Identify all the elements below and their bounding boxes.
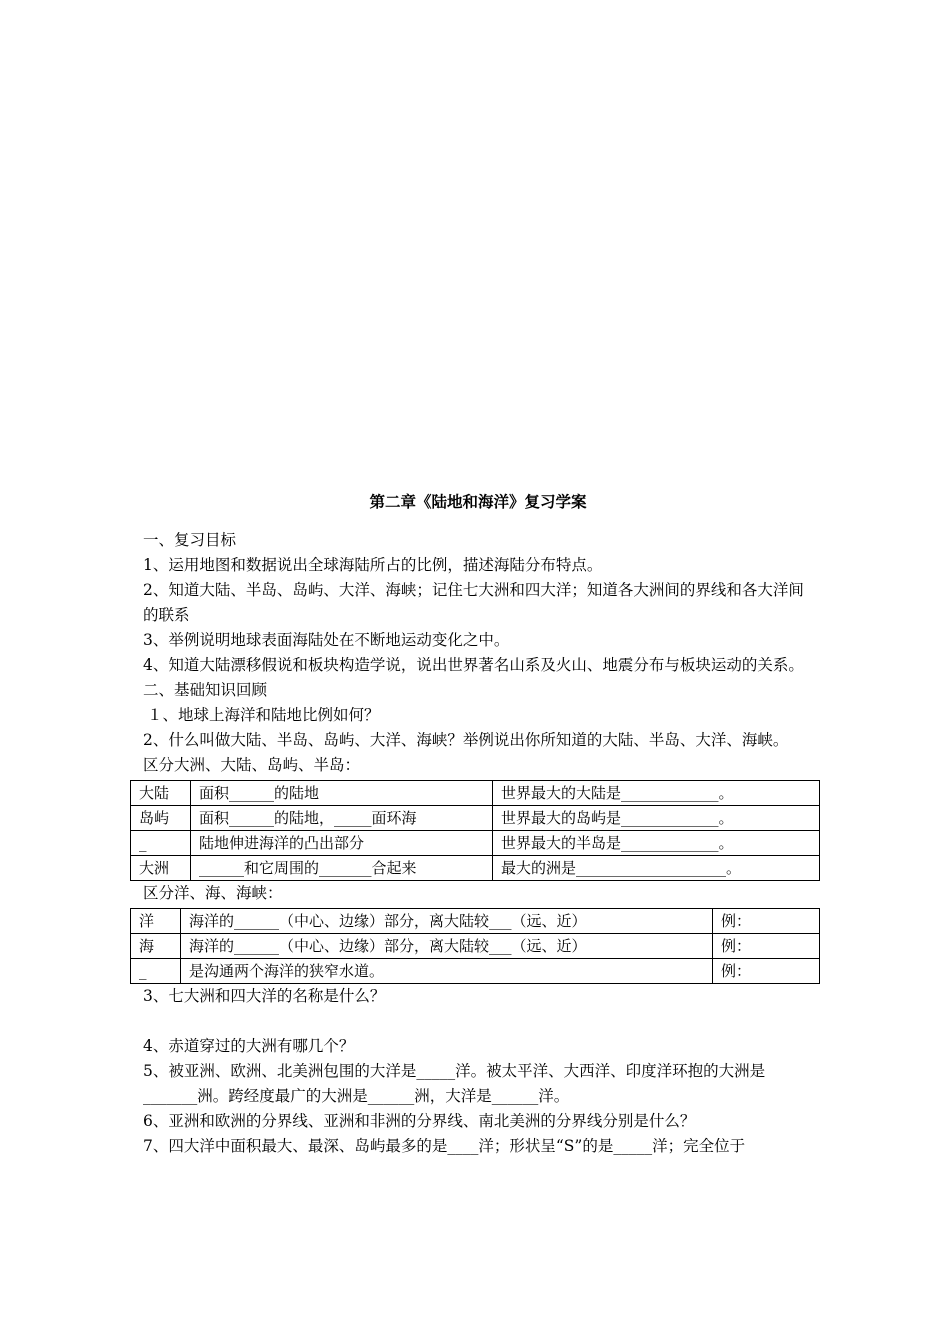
table-cell: 世界最大的半岛是_____________。 [493,831,820,856]
table-row [131,959,820,984]
table-cell: 大陆 [131,781,191,806]
objective-item: 2、知道大陆、半岛、岛屿、大洋、海峡；记住七大洲和四大洋；知道各大洲间的界线和各大洋间的联系 [143,581,804,624]
land-comparison-table [130,780,820,881]
table-cell: 大洲 [131,856,191,881]
table-cell: 最大的洲是____________________。 [493,856,820,881]
table-cell: ______和它周围的_______合起来 [191,856,493,881]
table-cell: _ [131,959,181,984]
question-4: 4、赤道穿过的大洲有哪几个？ [143,1037,355,1055]
table-cell: 岛屿 [131,806,191,831]
table-cell: 面积______的陆地 [191,781,493,806]
question-2: 2、什么叫做大陆、半岛、岛屿、大洋、海峡？举例说出你所知道的大陆、半岛、大洋、海峡。 [143,731,789,749]
objective-item: 4、知道大陆漂移假说和板块构造学说，说出世界著名山系及火山、地震分布与板块运动的关系。 [143,656,804,674]
document-body [139,490,813,1159]
section1-heading: 一、复习目标 [143,531,237,549]
table-cell: 例： [713,959,820,984]
question-6: 6、亚洲和欧洲的分界线、亚洲和非洲的分界线、南北美洲的分界线分别是什么？ [143,1112,696,1130]
table-cell: 面积______的陆地，_____面环海 [191,806,493,831]
question-5: 5、被亚洲、欧洲、北美洲包围的大洋是_____洋。被太平洋、大西洋、印度洋环抱的大洲是_______洲。跨经度最广的大洲是______洲，大洋是______洋。 [143,1062,766,1105]
table-cell: 是沟通两个海洋的狭窄水道。 [181,959,713,984]
table-cell: 海洋的______（中心、边缘）部分，离大陆较___（远、近） [181,909,713,934]
question-3: 3、七大洲和四大洋的名称是什么？ [143,987,386,1005]
blank-line [143,1009,813,1034]
table-cell: 海洋的______（中心、边缘）部分，离大陆较___（远、近） [181,934,713,959]
table-cell: 例： [713,909,820,934]
page-title: 第二章《陆地和海洋》复习学案 [369,492,587,511]
question-7: 7、四大洋中面积最大、最深、岛屿最多的是____洋；形状呈“S”的是_____洋；完全位于 [143,1137,746,1155]
table-row [131,856,820,881]
table-cell: 世界最大的大陆是_____________。 [493,781,820,806]
table-row [131,934,820,959]
table2-caption: 区分洋、海、海峡： [143,884,283,902]
table-cell: 海 [131,934,181,959]
table1-caption: 区分大洲、大陆、岛屿、半岛： [143,756,361,774]
table-row [131,781,820,806]
table-cell: 世界最大的岛屿是_____________。 [493,806,820,831]
table-row [131,806,820,831]
question-1: １、地球上海洋和陆地比例如何？ [147,706,380,724]
table-cell: 例： [713,934,820,959]
table-cell: 陆地伸进海洋的凸出部分 [191,831,493,856]
table-cell: 洋 [131,909,181,934]
section2-heading: 二、基础知识回顾 [143,681,268,699]
table-row [131,909,820,934]
table-cell: _ [131,831,191,856]
table-row [131,831,820,856]
objective-item: 3、举例说明地球表面海陆处在不断地运动变化之中。 [143,631,510,649]
objective-item: 1、运用地图和数据说出全球海陆所占的比例，描述海陆分布特点。 [143,556,603,574]
ocean-comparison-table [130,908,820,984]
